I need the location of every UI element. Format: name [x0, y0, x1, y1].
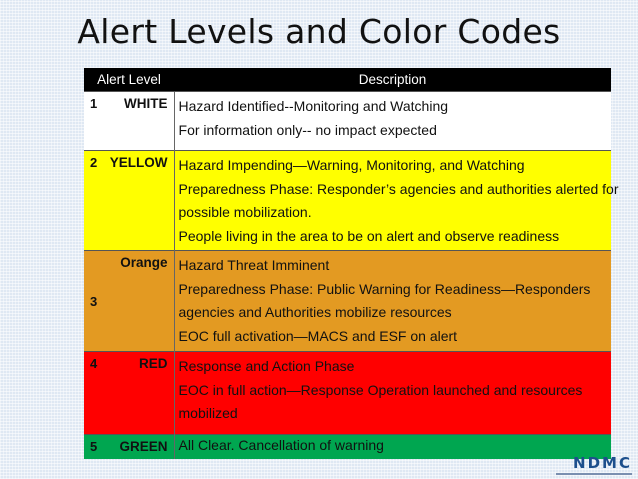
row-number: 4 [84, 352, 102, 435]
header-alert-level: Alert Level [84, 68, 174, 92]
description-line: EOC in full action—Response Operation launched and resources [178, 381, 583, 398]
description-line: agencies and Authorities mobilize resources [178, 304, 452, 320]
alert-levels-table [84, 68, 619, 459]
table-row-white [84, 92, 611, 151]
alert-level-label: GREEN [102, 435, 174, 460]
alert-description [174, 435, 611, 460]
alert-level-label: Orange [102, 251, 174, 352]
ndmc-logo [556, 454, 632, 474]
logo-text: NDMC [573, 454, 632, 472]
logo-underline [556, 473, 632, 475]
alert-level-label: RED [102, 352, 174, 435]
alert-description [174, 352, 611, 435]
alert-description [174, 151, 619, 251]
table-row-yellow [84, 151, 611, 251]
description-line: All Clear. Cancellation of warning [178, 437, 384, 453]
table-row-orange [84, 251, 611, 352]
table-row-red [84, 352, 611, 435]
row-number: 1 [84, 92, 102, 151]
description-line: Hazard Impending—Warning, Monitoring, and Watching [178, 157, 525, 173]
description-line: For information only-- no impact expected [178, 121, 437, 138]
description-line: mobilized [178, 405, 238, 421]
description-line: Response and Action Phase [178, 358, 355, 374]
description-line: Preparedness Phase: Public Warning for Readiness—Responders [178, 280, 591, 297]
slide-title: Alert Levels and Color Codes [77, 12, 561, 51]
alert-description [174, 92, 611, 151]
alert-level-label: YELLOW [102, 151, 174, 251]
description-line: Preparedness Phase: Responder’s agencies and authorities alerted for [178, 180, 619, 197]
description-line: EOC full activation—MACS and ESF on alert [178, 327, 458, 344]
description-line: Hazard Identified--Monitoring and Watching [178, 98, 449, 114]
description-line: People living in the area to be on alert and observe readiness [178, 227, 560, 244]
description-line: Hazard Threat Imminent [178, 257, 330, 273]
row-number: 2 [84, 151, 102, 251]
header-description: Description [174, 68, 611, 92]
row-number: 5 [84, 435, 102, 460]
alert-description [174, 251, 611, 352]
alert-level-label: WHITE [102, 92, 174, 151]
table-row-green [84, 435, 611, 460]
table-header-row [84, 68, 611, 92]
row-number: 3 [84, 251, 102, 352]
description-line: possible mobilization. [178, 204, 312, 220]
